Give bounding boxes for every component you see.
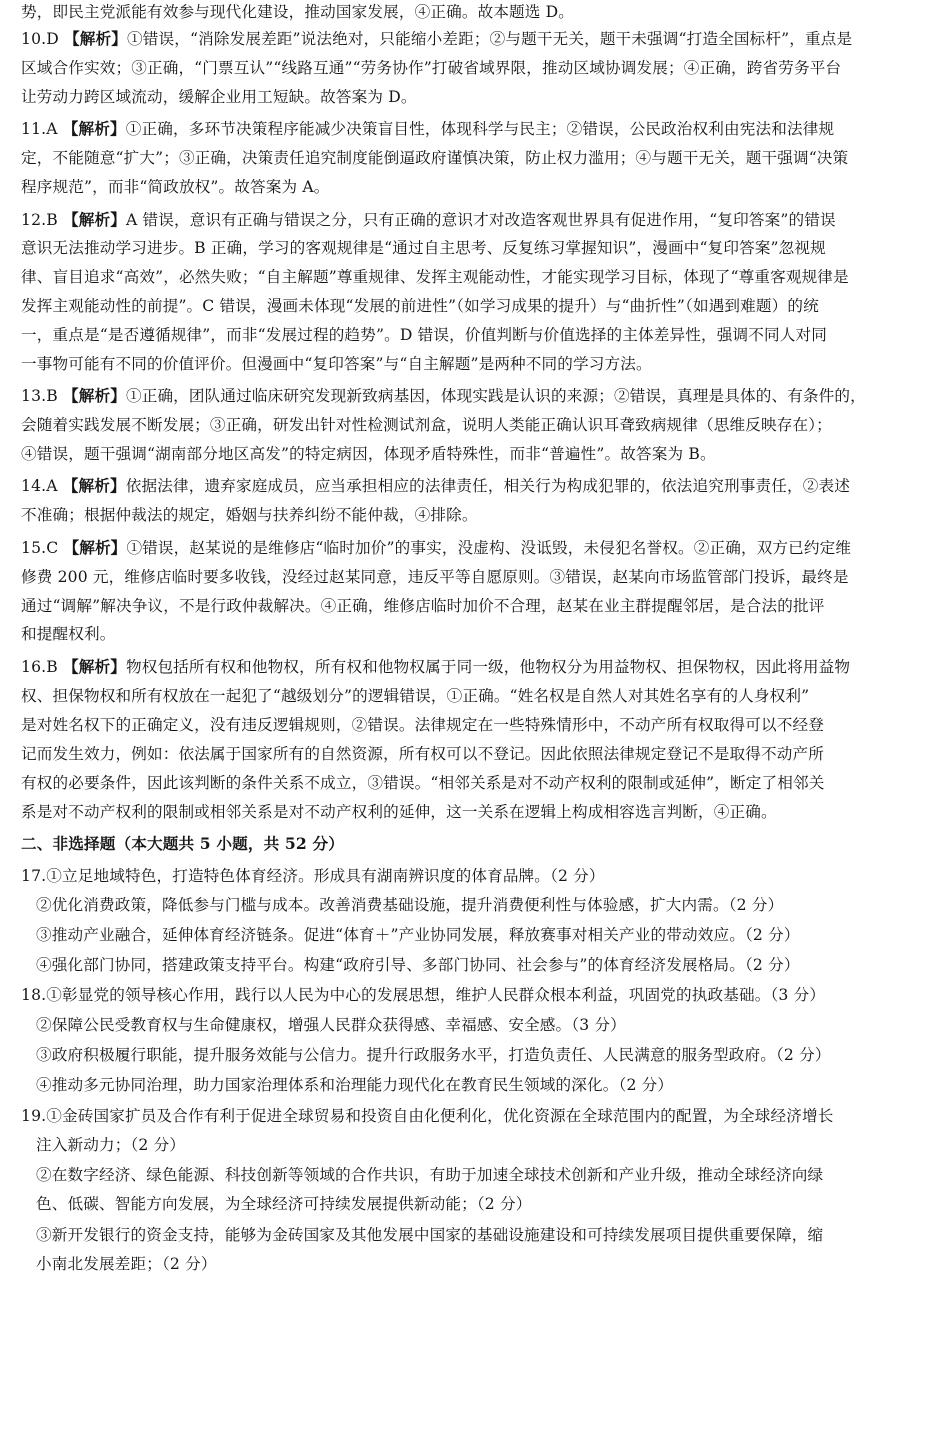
text-line: 程序规范”，而非“简政放权”。故答案为 A。 [21, 178, 330, 196]
text-line: ④强化部门协同，搭建政策支持平台。构建“政府引导、多部门协同、社会参与”的体育经济发展格局。（2 分） [36, 956, 800, 974]
text-line: 会随着实践发展不断发展；③正确，研发出针对性检测试剂盒，说明人类能正确认识耳聋致病规律（思维反映存在）； [21, 416, 832, 434]
question-number: 15. [21, 539, 47, 557]
text-line: 一事物可能有不同的价值评价。但漫画中“复印答案”与“自主解题”是两种不同的学习方法。 [21, 355, 652, 373]
explanation-text: ①正确，多环节决策程序能减少决策盲目性，体现科学与民主；②错误，公民政治权利由宪法和法律规 [125, 120, 835, 138]
text-line: 记而发生效力，例如：依法属于国家所有的自然资源，所有权可以不登记。因此依照法律规定登记不是取得不动产所 [21, 745, 824, 763]
text-line: 17.①立足地域特色，打造特色体育经济。形成具有湖南辨识度的体育品牌。（2 分） [21, 867, 605, 885]
text-line: 律、盲目追求“高效”，必然失败；“自主解题”尊重规律、发挥主观能动性，才能实现学习目标，体现了“尊重客观规律是 [21, 268, 849, 286]
question-number: 16. [21, 658, 47, 676]
text-line: 势，即民主党派能有效参与现代化建设，推动国家发展，④正确。故本题选 D。 [21, 3, 575, 21]
explanation-text: 物权包括所有权和他物权，所有权和他物权属于同一级，他物权分为用益物权、担保物权，因此将用益物 [125, 658, 851, 676]
text-line: 通过“调解”解决争议，不是行政仲裁解决。④正确，维修店临时加价不合理，赵某在业主群提醒邻居，是合法的批评 [21, 597, 825, 615]
text-line [21, 538, 851, 558]
text-line: 色、低碳、智能方向发展，为全球经济可持续发展提供新动能；（2 分） [36, 1195, 532, 1213]
question-number: 11. [21, 120, 47, 138]
text-line: 权、担保物权和所有权放在一起犯了“越级划分”的逻辑错误，①正确。“姓名权是自然人对其姓名享有的人身权利” [21, 687, 810, 705]
section-heading: 二、非选择题（本大题共 5 小题，共 52 分） [21, 834, 344, 853]
answer-letter: B [46, 658, 63, 676]
text-line: 发挥主观能动性的前提”。C 错误，漫画未体现“发展的前进性”（如学习成果的提升）与“曲折性”（如遇到难题）的统 [21, 297, 819, 315]
text-line: ④推动多元协同治理，助力国家治理体系和治理能力现代化在教育民生领域的深化。（2 分） [36, 1076, 674, 1094]
explanation-text: ①正确，团队通过临床研究发现新致病基因，体现实践是认识的来源；②错误，真理是具体的、有条件的， [125, 387, 866, 405]
explanation-text: ①错误，赵某说的是维修店“临时加价”的事实，没虚构、没诋毁，未侵犯名誉权。②正确，双方已约定维 [126, 539, 852, 557]
answer-letter: B [46, 211, 63, 229]
explanation-text: A 错误，意识有正确与错误之分，只有正确的意识才对改造客观世界具有促进作用，“复印答案”的错误 [125, 211, 836, 229]
text-line [21, 657, 850, 677]
text-line: 注入新动力；（2 分） [36, 1136, 186, 1154]
text-line: 区域合作实效；③正确，“门票互认”“线路互通”“劳务协作”打破省域界限，推动区域协调发展；④正确，跨省劳务平台 [21, 59, 842, 77]
text-line: 定，不能随意“扩大”；③正确，决策责任追究制度能倒逼政府谨慎决策，防止权力滥用；④与题干无关，题干强调“决策 [21, 149, 849, 167]
text-line: ③推动产业融合，延伸体育经济链条。促进“体育＋”产业协同发展，释放赛事对相关产业的带动效应。（2 分） [36, 926, 800, 944]
text-line: 有权的必要条件，因此该判断的条件关系不成立，③错误。“相邻关系是对不动产权利的限制或延伸”，断定了相邻关 [21, 774, 825, 792]
explanation-text: ①错误，“消除发展差距”说法绝对，只能缩小差距；②与题干无关，题干未强调“打造全国标杆”，重点是 [127, 30, 853, 48]
text-line: 小南北发展差距；（2 分） [36, 1255, 217, 1273]
analysis-tag: 【解析】 [62, 657, 126, 676]
text-line [21, 386, 866, 406]
text-line: 和提醒权利。 [21, 625, 116, 643]
text-line [21, 119, 834, 139]
text-line: ④错误，题干强调“湖南部分地区高发”的特定病因，体现矛盾特殊性，而非“普遍性”。故答案为 B。 [21, 445, 716, 463]
text-line: 意识无法推动学习进步。B 正确，学习的客观规律是“通过自主思考、反复练习掌握知识”，漫画中“复印答案”忽视规 [21, 239, 826, 257]
answer-letter: D [46, 30, 65, 48]
question-number: 13. [21, 387, 47, 405]
text-line: ②保障公民受教育权与生命健康权，增强人民群众获得感、幸福感、安全感。（3 分） [36, 1016, 626, 1034]
question-number: 12. [21, 211, 47, 229]
text-line: ③新开发银行的资金支持，能够为金砖国家及其他发展中国家的基础设施建设和可持续发展项目提供重要保障，缩 [36, 1226, 824, 1244]
text-line: 一，重点是“是否遵循规律”，而非“发展过程的趋势”。D 错误，价值判断与价值选择的主体差异性，强调不同人对同 [21, 326, 827, 344]
text-line [21, 210, 836, 230]
text-line: ②优化消费政策，降低参与门槛与成本。改善消费基础设施，提升消费便利性与体验感，扩大内需。（2 分） [36, 896, 784, 914]
question-number: 14. [21, 477, 47, 495]
text-line: 19.①金砖国家扩员及合作有利于促进全球贸易和投资自由化便利化，优化资源在全球范围内的配置，为全球经济增长 [21, 1107, 834, 1125]
answer-letter: B [46, 387, 63, 405]
analysis-tag: 【解析】 [62, 119, 126, 138]
answer-letter: C [46, 539, 64, 557]
answer-letter: A [46, 477, 63, 495]
explanation-text: 依据法律，遗弃家庭成员，应当承担相应的法律责任，相关行为构成犯罪的，依法追究刑事责任，②表述 [125, 477, 850, 495]
answer-letter: A [46, 120, 63, 138]
text-line: 是对姓名权下的正确定义，没有违反逻辑规则，②错误。法律规定在一些特殊情形中，不动产所有权取得可以不经登 [21, 716, 824, 734]
analysis-tag: 【解析】 [63, 538, 127, 557]
text-line [21, 476, 850, 496]
text-line: 让劳动力跨区域流动，缓解企业用工短缺。故答案为 D。 [21, 88, 417, 106]
analysis-tag: 【解析】 [62, 476, 126, 495]
question-number: 10. [21, 30, 47, 48]
analysis-tag: 【解析】 [62, 386, 126, 405]
text-line: ③政府积极履行职能，提升服务效能与公信力。提升行政服务水平，打造负责任、人民满意的服务型政府。（2 分） [36, 1046, 831, 1064]
text-line: 修费 200 元，维修店临时要多收钱，没经过赵某同意，违反平等自愿原则。③错误，赵某向市场监管部门投诉，最终是 [21, 568, 849, 586]
text-line: 不准确；根据仲裁法的规定，婚姻与扶养纠纷不能仲裁，④排除。 [21, 506, 478, 524]
analysis-tag: 【解析】 [64, 29, 127, 48]
analysis-tag: 【解析】 [62, 210, 126, 229]
text-line [21, 29, 852, 49]
text-line: 18.①彰显党的领导核心作用，践行以人民为中心的发展思想，维护人民群众根本利益，巩固党的执政基础。（3 分） [21, 986, 826, 1004]
text-line: ②在数字经济、绿色能源、科技创新等领域的合作共识，有助于加速全球技术创新和产业升级，推动全球经济向绿 [36, 1166, 824, 1184]
text-line: 系是对不动产权利的限制或相邻关系是对不动产权利的延伸，这一关系在逻辑上构成相容选言判断，④正确。 [21, 803, 777, 821]
